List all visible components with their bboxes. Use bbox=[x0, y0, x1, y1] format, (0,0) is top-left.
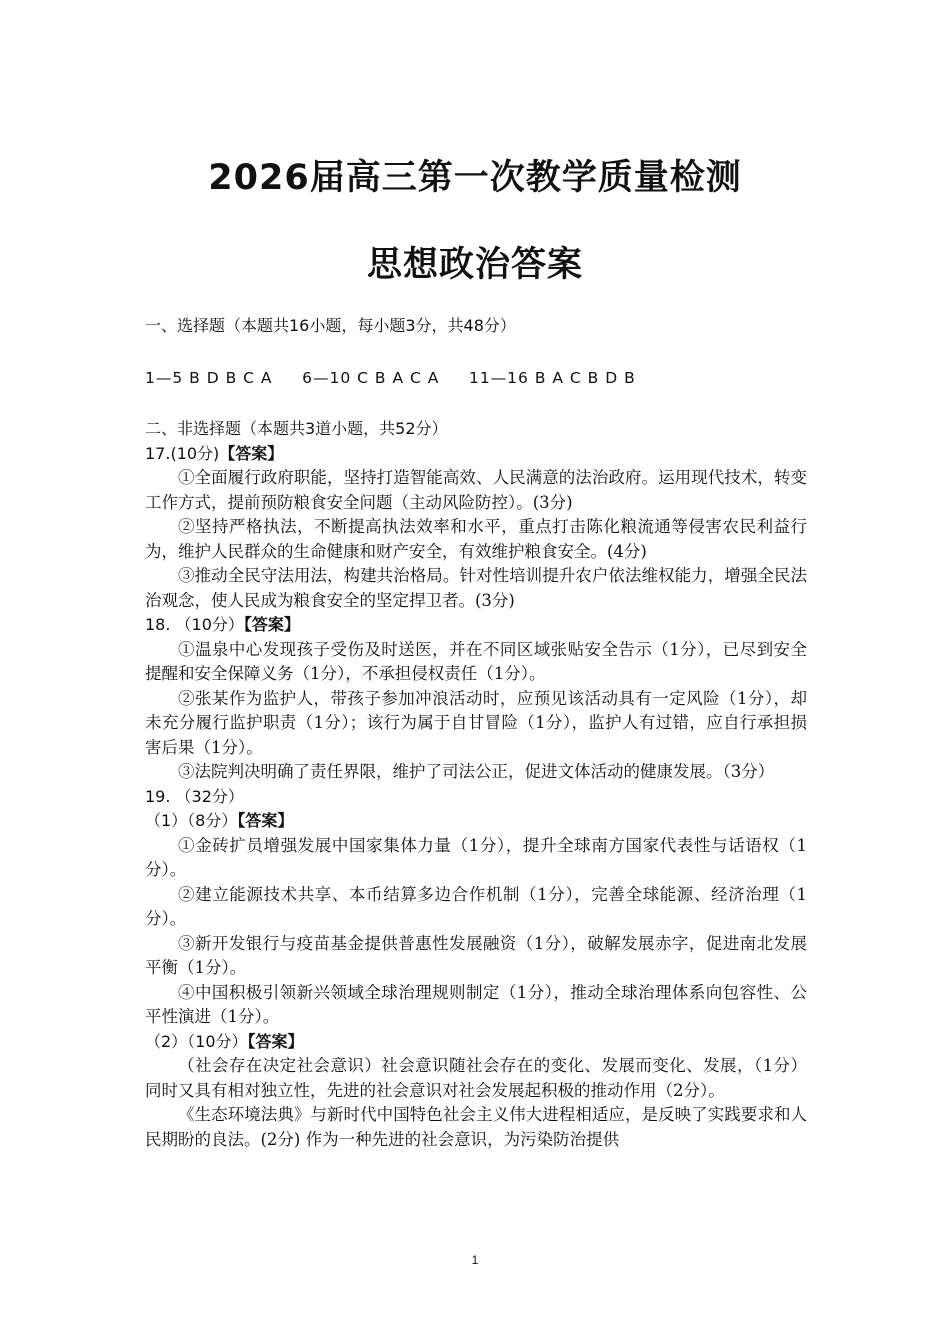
section1-heading: 一、选择题（本题共16小题，每小题3分，共48分） bbox=[145, 316, 516, 335]
question-17-label: 17.(10分) bbox=[145, 443, 220, 463]
page-number: 1 bbox=[471, 1253, 479, 1267]
q17-point-3: ③推动全民守法用法，构建共治格局。针对性培训提升农户依法维权能力，增强全民法治观念，使人民成为粮食安全的坚定捍卫者。(3分) bbox=[145, 566, 807, 610]
q18-point-1: ①温泉中心发现孩子受伤及时送医，并在不同区域张贴安全告示（1分），已尽到安全提醒和安全保障义务（1分），不承担侵权责任（1分）。 bbox=[145, 639, 807, 683]
q19-sub1-point-4: ④中国积极引领新兴领域全球治理规则制定（1分），推动全球治理体系向包容性、公平性演进（1分）。 bbox=[145, 982, 807, 1026]
question-17-header bbox=[145, 442, 807, 467]
section2-heading: 二、非选择题（本题共3道小题，共52分） bbox=[145, 419, 448, 438]
q17-point-2: ②坚持严格执法，不断提高执法效率和水平，重点打击陈化粮流通等侵害农民利益行为，维护人民群众的生命健康和财产安全，有效维护粮食安全。(4分) bbox=[145, 517, 807, 561]
q19-sub2-point-1: （社会存在决定社会意识）社会意识随社会存在的变化、发展而变化、发展，（1分）同时又具有相对独立性，先进的社会意识对社会发展起积极的推动作用（2分）。 bbox=[145, 1056, 807, 1100]
answer-tag: 【答案】 bbox=[219, 443, 284, 463]
document-subtitle: 思想政治答案 bbox=[366, 245, 583, 285]
question-18-label: 18. （10分） bbox=[145, 615, 244, 634]
q17-point-1: ①全面履行政府职能，坚持打造智能高效、人民满意的法治政府。运用现代技术，转变工作方式，提前预防粮食安全问题（主动风险防控）。(3分) bbox=[145, 468, 807, 512]
answer-tag: 【答案】 bbox=[247, 1031, 304, 1051]
answer-content bbox=[145, 314, 807, 1152]
q19-sub1-label: （1）（8分） bbox=[145, 811, 238, 830]
q19-sub2-point-2: 《生态环境法典》与新时代中国特色社会主义伟大进程相适应，是反映了实践要求和人民期盼的良法。(2分) 作为一种先进的社会意识，为污染防治提供 bbox=[145, 1105, 807, 1149]
document-title: 2026届高三第一次教学质量检测 bbox=[208, 158, 742, 198]
answer-tag: 【答案】 bbox=[237, 811, 294, 830]
q19-sub2-header bbox=[145, 1030, 807, 1055]
multiple-choice-answers: 1—5 B D B C A 6—10 C B A C A 11—16 B A C B D B bbox=[145, 369, 636, 387]
q19-sub1-point-3: ③新开发银行与疫苗基金提供普惠性发展融资（1分），破解发展赤字，促进南北发展平衡（1分）。 bbox=[145, 933, 807, 977]
answer-tag: 【答案】 bbox=[243, 615, 300, 634]
question-19-header: 19. （32分） bbox=[145, 786, 244, 806]
q19-sub1-point-2: ②建立能源技术共享、本币结算多边合作机制（1分），完善全球能源、经济治理（1分）。 bbox=[145, 884, 807, 928]
q18-point-3: ③法院判决明确了责任界限，维护了司法公正，促进文体活动的健康发展。（3分） bbox=[178, 762, 775, 781]
q18-point-2: ②张某作为监护人，带孩子参加冲浪活动时，应预见该活动具有一定风险（1分），却未充分履行监护职责（1分）；该行为属于自甘冒险（1分），监护人有过错，应自行承担损害后果（1分）。 bbox=[145, 688, 807, 757]
q19-sub1-header bbox=[145, 809, 807, 834]
q19-sub1-point-1: ①金砖扩员增强发展中国家集体力量（1分），提升全球南方国家代表性与话语权（1分）。 bbox=[145, 835, 807, 879]
question-18-header bbox=[145, 613, 807, 638]
q19-sub2-label: （2）（10分） bbox=[145, 1031, 248, 1051]
